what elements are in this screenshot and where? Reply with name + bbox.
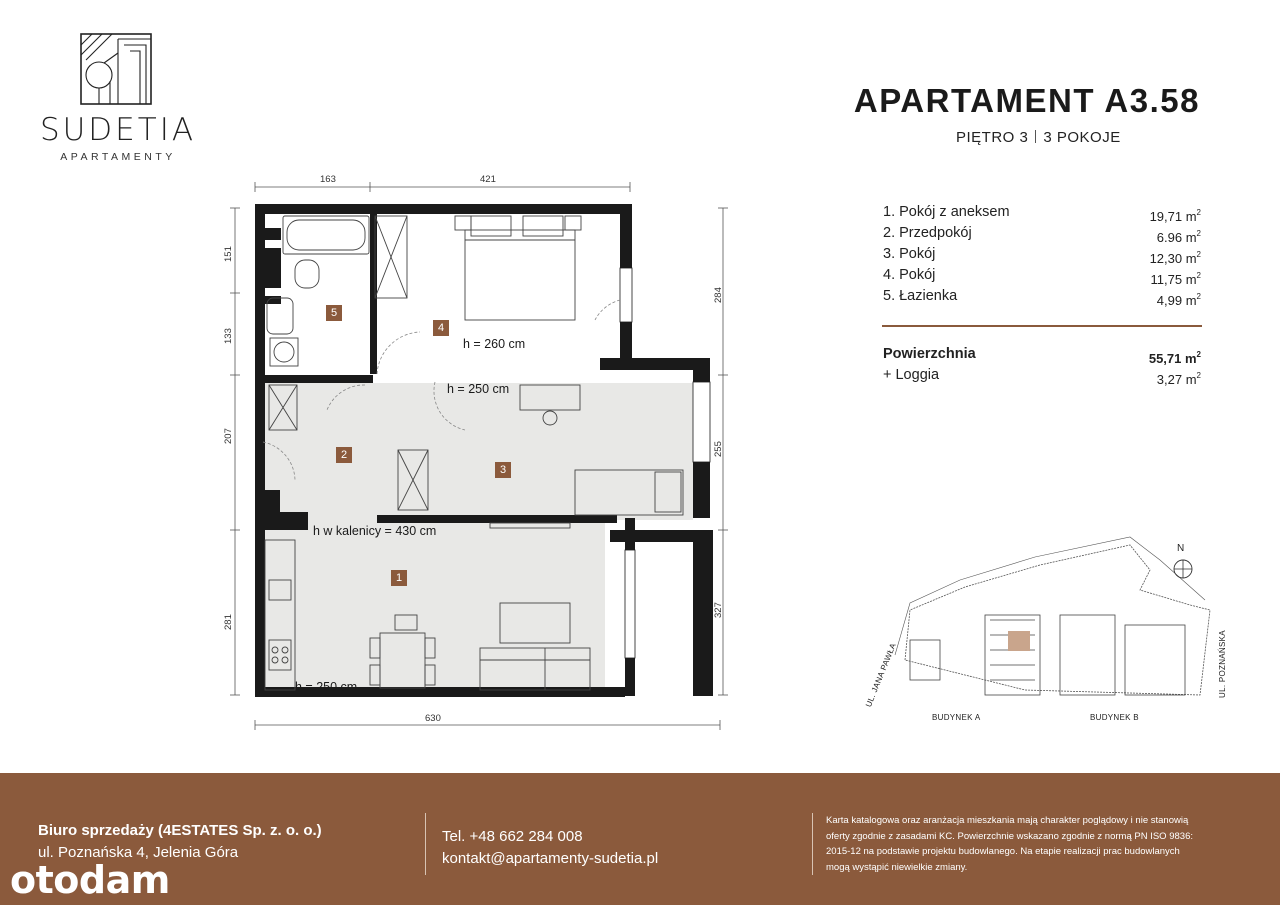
room-area: 4,99 $m^2$: [1156, 292, 1201, 308]
bed: [455, 216, 581, 320]
room-row: [883, 286, 1201, 307]
floor-plan-drawing: [215, 160, 735, 735]
apartment-subtitle: [956, 129, 1121, 146]
total-area-row: [883, 344, 1201, 365]
height-label-room3: h = 250 cm: [447, 382, 510, 396]
room-area: 6.96 $m^2$: [1156, 229, 1201, 245]
floor-label: PIĘTRO 3: [956, 129, 1029, 146]
loggia-row: [883, 365, 1201, 386]
rooms-table: [883, 202, 1201, 307]
disclaimer-text: Karta katalogowa oraz aranżacja mieszkania mają charakter poglądowy i nie stanowią oferty zgodnie z zasadami KC. Powierzchnie wskazano zgodnie z normą PN ISO 9836: 2015-12 na podstawie projektu budowlanego. Na etapie realizacji prac budowlanych mogą wystąpić niewielkie zmiany.: [826, 815, 1193, 873]
room-name: 2. Przedpokój: [883, 225, 972, 241]
dim-left-4: 281: [223, 614, 234, 630]
brand-subtitle: APARTAMENTY: [60, 151, 176, 163]
hall-floor: [263, 383, 693, 520]
room-badge-4: 4: [433, 320, 449, 336]
footer: [0, 773, 1280, 905]
height-label-kitchen: h w kalenicy = 430 cm: [313, 524, 437, 538]
footer-divider: [425, 813, 426, 875]
total-area-value: 55,71 $m^2$: [1148, 350, 1201, 366]
total-area-label: Powierzchnia: [883, 346, 976, 362]
logo-emblem-icon: [80, 33, 152, 105]
dim-right-2: 255: [713, 441, 724, 457]
apartment-title: APARTAMENT A3.58: [853, 82, 1200, 119]
room-row: [883, 244, 1201, 265]
room-name: 5. Łazienka: [883, 288, 958, 304]
separator: [1035, 130, 1036, 143]
loggia-value: 3,27 $m^2$: [1156, 371, 1201, 387]
dim-left-2: 133: [223, 328, 234, 344]
table-divider: [882, 325, 1202, 327]
room-row: [883, 223, 1201, 244]
footer-divider: [812, 813, 813, 875]
room-row: [883, 265, 1201, 286]
brand-name: SUDETIA: [39, 112, 197, 148]
room-area: 12,30 $m^2$: [1149, 250, 1201, 266]
height-label-room4: h = 260 cm: [463, 337, 526, 351]
room-row: [883, 202, 1201, 223]
rooms-count-label: 3 POKOJE: [1043, 129, 1121, 146]
totals-table: [883, 344, 1201, 386]
phone-link[interactable]: Tel. +48 662 284 008: [442, 828, 583, 845]
room-area: 19,71 $m^2$: [1149, 208, 1201, 224]
dim-right-1: 284: [713, 287, 724, 303]
floor-plan: [215, 160, 735, 740]
room-badge-2: 2: [336, 447, 352, 463]
room-badge-1: 1: [391, 570, 407, 586]
dim-bottom: 630: [425, 713, 441, 724]
dim-left-3: 207: [223, 428, 234, 444]
room-name: 4. Pokój: [883, 267, 936, 283]
dim-right-3: 327: [713, 602, 724, 618]
otodam-watermark: otodam: [10, 858, 170, 902]
dim-left-1: 151: [223, 246, 234, 262]
sales-office-name: Biuro sprzedaży (4ESTATES Sp. z. o. o.): [38, 822, 322, 839]
email-link[interactable]: kontakt@apartamenty-sudetia.pl: [442, 850, 659, 867]
sales-office-address: ul. Poznańska 4, Jelenia Góra: [38, 844, 239, 861]
room-name: 1. Pokój z aneksem: [883, 204, 1010, 220]
compass-label: N: [1177, 543, 1185, 554]
room-badge-3: 3: [495, 462, 511, 478]
bathroom-fixtures: [267, 216, 407, 366]
site-map-drawing: [850, 535, 1230, 750]
room-name: 3. Pokój: [883, 246, 936, 262]
street-label-1: UL. JANA PAWŁA: [864, 641, 898, 709]
dim-top-left: 163: [320, 174, 336, 185]
height-label-room1: h = 250 cm: [295, 680, 358, 694]
room-area: 11,75 $m^2$: [1150, 271, 1201, 287]
loggia-label: + Loggia: [883, 367, 940, 383]
sudetia-logo: [30, 30, 200, 170]
building-b-label: BUDYNEK B: [1090, 713, 1139, 722]
building-a-apartment-highlight: [1008, 631, 1030, 651]
building-a-label: BUDYNEK A: [932, 713, 981, 722]
dim-top-right: 421: [480, 174, 496, 185]
room-badge-5: 5: [326, 305, 342, 321]
site-map: [850, 535, 1230, 755]
living-floor: [263, 520, 605, 695]
street-label-2: UL. POZNAŃSKA: [1218, 630, 1227, 698]
